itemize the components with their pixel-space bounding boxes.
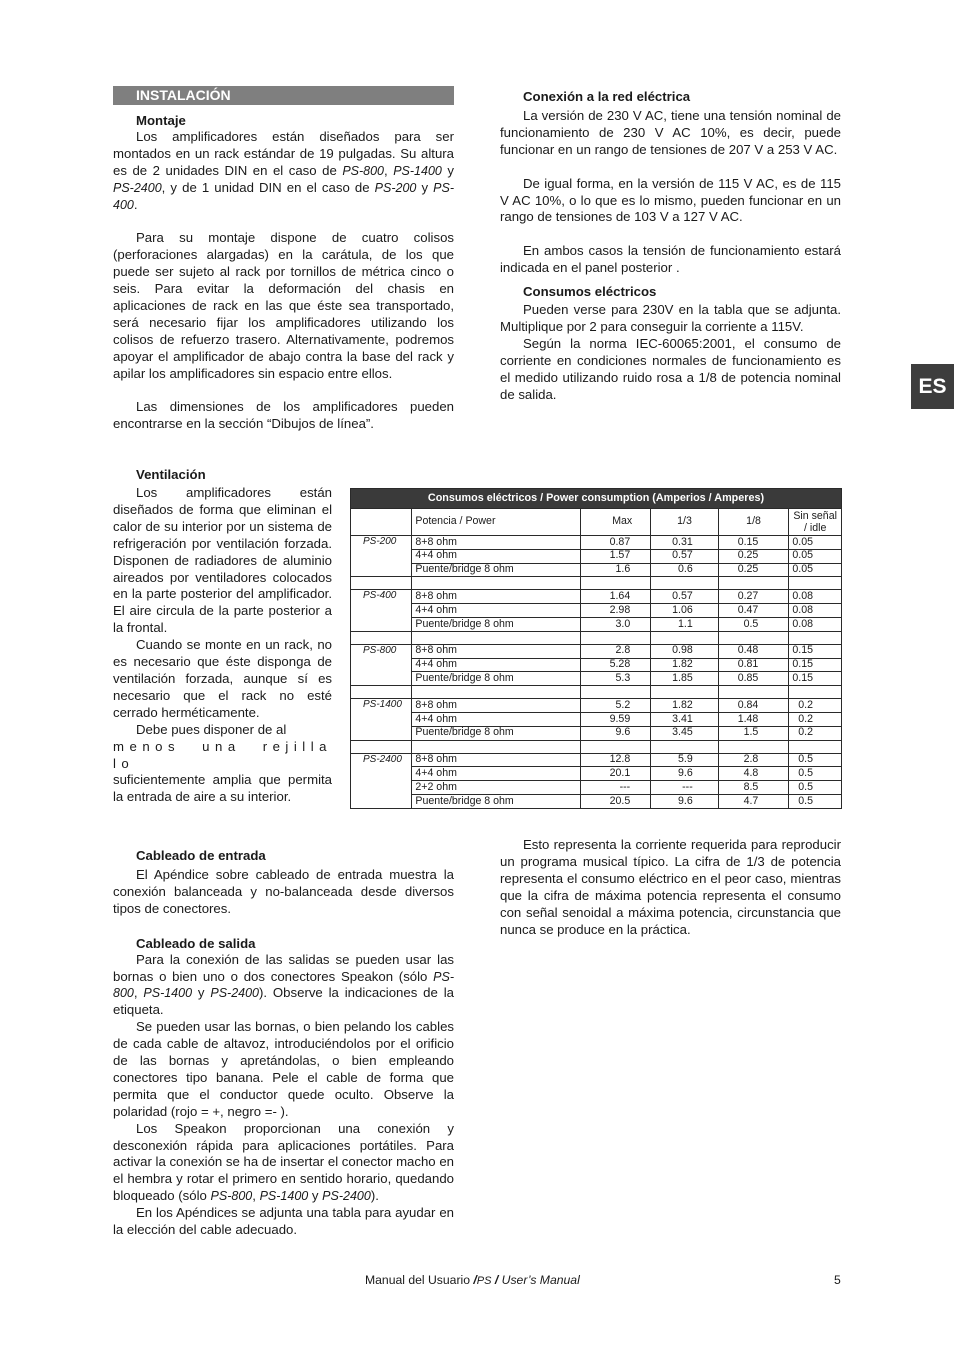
value-cell: 0.81: [718, 658, 789, 672]
value-cell: 20.1: [580, 767, 650, 781]
value-cell: 9.6: [651, 794, 719, 808]
value-cell: 2.8: [580, 644, 650, 658]
table-row: [351, 604, 842, 618]
table-title: Consumos eléctricos / Power consumption (Amperios / Amperes): [351, 489, 842, 509]
value-cell: 0.15: [718, 536, 789, 550]
column-header: 1/8: [718, 509, 789, 536]
consumos-paragraph-2: Según la norma IEC-60065:2001, el consumo de corriente en condiciones normales de funcionamiento es el medido utilizando ruido rosa a 1/8 de potencia nominal de salida.: [500, 335, 841, 402]
value-cell: 0.5: [789, 767, 842, 781]
header-empty-cell: [351, 509, 412, 536]
montaje-paragraph-2: Para su montaje dispone de cuatro colisos (perforaciones alargadas) en la carátula, de los que puede ser sujeto al rack por tornillos de métrica cinco o seis. Para evitar la deformación del chasis en aplicaciones de rack en las que éste sea transportado, será necesario fijar los amplificadores utilizando los colisos de refuerzo trasero. Alternativamente, podremos apoyar el amplificador de abajo contra la base del rack y apilar los amplificadores sin espacio entre ellos.: [113, 230, 454, 381]
value-cell: 0.15: [789, 644, 842, 658]
table-row: [351, 536, 842, 550]
value-cell: 0.2: [789, 726, 842, 740]
value-cell: 8.5: [718, 781, 789, 795]
power-config-cell: Puente/bridge 8 ohm: [412, 563, 581, 577]
value-cell: 4.7: [718, 794, 789, 808]
entrada-heading: Cableado de entrada: [136, 848, 266, 863]
value-cell: 1.85: [651, 672, 719, 686]
consumos-heading: Consumos eléctricos: [523, 284, 657, 300]
table-header-row: [351, 509, 842, 536]
value-cell: 0.08: [789, 617, 842, 631]
ventilation-heading: Ventilación: [136, 467, 206, 482]
power-config-cell: Puente/bridge 8 ohm: [412, 617, 581, 631]
red-electrica-heading: Conexión a la red eléctrica: [523, 89, 691, 104]
model-cell: PS-800: [351, 644, 412, 685]
red-paragraph-3: En ambos casos la tensión de funcionamiento estará indicada en el panel posterior .: [500, 243, 841, 276]
model-cell: PS-1400: [351, 699, 412, 740]
value-cell: 0.5: [718, 617, 789, 631]
table-spacer-row: [351, 577, 842, 590]
table-spacer-row: [351, 686, 842, 699]
spacer-cell: [789, 740, 842, 753]
column-header: 1/3: [651, 509, 719, 536]
power-config-cell: 8+8 ohm: [412, 699, 581, 713]
value-cell: 0.5: [789, 753, 842, 767]
table-spacer-row: [351, 631, 842, 644]
value-cell: 1.48: [718, 712, 789, 726]
value-cell: 3.41: [651, 712, 719, 726]
spacer-cell: [718, 631, 789, 644]
spacer-cell: [412, 740, 581, 753]
consumos-paragraph-1: Pueden verse para 230V en la tabla que se adjunta. Multiplique por 2 para conseguir la corriente a 115V.: [500, 302, 841, 334]
value-cell: 0.84: [718, 699, 789, 713]
table-spacer-row: [351, 740, 842, 753]
column-header: Sin señal / idle: [789, 509, 842, 536]
value-cell: ---: [580, 781, 650, 795]
value-cell: 9.6: [651, 767, 719, 781]
table-row: [351, 590, 842, 604]
language-tab: ES: [911, 364, 954, 409]
column-header: Potencia / Power: [412, 509, 581, 536]
power-config-cell: 2+2 ohm: [412, 781, 581, 795]
spacer-cell: [651, 631, 719, 644]
table-row: [351, 644, 842, 658]
value-cell: 1.82: [651, 699, 719, 713]
table-row: [351, 794, 842, 808]
power-config-cell: 8+8 ohm: [412, 590, 581, 604]
ventilation-paragraph-2: Cuando se monte en un rack, no es necesario que éste disponga de ventilación forzada, aunque sí es necesario que el rack no esté cerrado herméticamente.: [113, 637, 332, 720]
table-explanation: [500, 837, 841, 938]
spacer-cell: [789, 686, 842, 699]
table-row: [351, 781, 842, 795]
spacer-cell: [412, 686, 581, 699]
table-row: [351, 726, 842, 740]
value-cell: 5.28: [580, 658, 650, 672]
salida-heading: Cableado de salida: [136, 935, 256, 951]
value-cell: 0.05: [789, 536, 842, 550]
spacer-cell: [580, 740, 650, 753]
entrada-paragraph: El Apéndice sobre cableado de entrada muestra la conexión balanceada y no-balanceada desde diversos tipos de conectores.: [113, 867, 454, 916]
power-config-cell: Puente/bridge 8 ohm: [412, 672, 581, 686]
table-row: [351, 753, 842, 767]
value-cell: 0.87: [580, 536, 650, 550]
right-column: [500, 88, 841, 403]
spacer-cell: [351, 740, 412, 753]
table-row: [351, 767, 842, 781]
spacer-cell: [651, 577, 719, 590]
value-cell: 1.64: [580, 590, 650, 604]
ventilation-paragraph-3: Debe pues disponer de al menos una rejilla lo suficientemente amplia que permita la entrada de aire a su interior.: [113, 721, 332, 805]
power-config-cell: 8+8 ohm: [412, 536, 581, 550]
montaje-paragraph-3: Las dimensiones de los amplificadores pueden encontrarse en la sección “Dibujos de línea”.: [113, 399, 454, 432]
model-cell: PS-200: [351, 536, 412, 577]
spacer-cell: [580, 686, 650, 699]
spacer-cell: [412, 577, 581, 590]
spacer-cell: [351, 577, 412, 590]
salida-paragraph-1: Para la conexión de las salidas se pueden usar las bornas o bien uno o dos conectores Speakon (sólo PS-800, PS-1400 y PS-2400). Observe la indicaciones de la etiqueta.: [113, 951, 454, 1018]
value-cell: 20.5: [580, 794, 650, 808]
value-cell: 0.25: [718, 549, 789, 563]
spacer-cell: [718, 740, 789, 753]
value-cell: 0.05: [789, 563, 842, 577]
table-row: [351, 549, 842, 563]
power-config-cell: 4+4 ohm: [412, 712, 581, 726]
value-cell: 0.25: [718, 563, 789, 577]
value-cell: 5.2: [580, 699, 650, 713]
spacer-cell: [789, 631, 842, 644]
value-cell: 0.5: [789, 794, 842, 808]
value-cell: 9.6: [580, 726, 650, 740]
value-cell: 1.6: [580, 563, 650, 577]
value-cell: 0.5: [789, 781, 842, 795]
montaje-paragraph-1: Los amplificadores están diseñados para ser montados en un rack estándar de 19 pulgadas. Su altura es de 2 unidades DIN en el caso de PS-800, PS-1400 y PS-2400, y de 1 unidad DIN en el caso de PS-200 y PS-400.: [113, 129, 455, 212]
power-config-cell: 4+4 ohm: [412, 767, 581, 781]
table-row: [351, 563, 842, 577]
value-cell: 0.98: [651, 644, 719, 658]
power-config-cell: 8+8 ohm: [412, 753, 581, 767]
montaje-heading: Montaje: [136, 113, 186, 128]
value-cell: 0.57: [651, 590, 719, 604]
model-cell: PS-400: [351, 590, 412, 631]
value-cell: 1.5: [718, 726, 789, 740]
value-cell: 0.85: [718, 672, 789, 686]
spacer-cell: [351, 631, 412, 644]
spacer-cell: [580, 577, 650, 590]
value-cell: 0.2: [789, 712, 842, 726]
value-cell: ---: [651, 781, 719, 795]
value-cell: 1.1: [651, 617, 719, 631]
cabling-section: [113, 847, 454, 1239]
value-cell: 5.9: [651, 753, 719, 767]
red-paragraph-2: De igual forma, en la versión de 115 V AC, es de 115 V AC 10%, o lo que es lo mismo, pueden funcionar en un rango de tensiones de 103 V a 127 V AC.: [500, 175, 841, 225]
table-row: [351, 699, 842, 713]
section-title: INSTALACIÓN: [113, 86, 454, 105]
value-cell: 3.45: [651, 726, 719, 740]
table-row: [351, 712, 842, 726]
power-config-cell: 8+8 ohm: [412, 644, 581, 658]
value-cell: 0.57: [651, 549, 719, 563]
page-number: 5: [834, 1273, 841, 1287]
value-cell: 0.27: [718, 590, 789, 604]
spacer-cell: [651, 740, 719, 753]
spacer-cell: [718, 577, 789, 590]
table-row: [351, 617, 842, 631]
value-cell: 2.98: [580, 604, 650, 618]
value-cell: 0.47: [718, 604, 789, 618]
value-cell: 1.57: [580, 549, 650, 563]
power-consumption-table: [350, 488, 842, 809]
value-cell: 0.08: [789, 590, 842, 604]
ventilation-paragraph-1: Los amplificadores están diseñados de forma que eliminan el calor de su interior por un sistema de refrigeración por ventilación forzada. Disponen de radiadores de aluminio aireados por ventiladores colocados en la parte posterior del amplificador. El aire circula de la parte posterior a la frontal.: [113, 485, 332, 636]
spacer-cell: [718, 686, 789, 699]
left-column: [113, 86, 454, 433]
value-cell: 4.8: [718, 767, 789, 781]
spacer-cell: [580, 631, 650, 644]
salida-paragraph-2: Se pueden usar las bornas, o bien pelando los cables de cada cable de altavoz, introduciéndolos por el orificio de las bornas y apretándolas, o bien empleando conectores tipo banana. Pele el cable de forma que permita que el conductor quede oculto. Observe la polaridad (rojo = +, negro =- ).: [113, 1019, 454, 1119]
ventilation-section: [113, 466, 332, 806]
salida-paragraph-3: Los Speakon proporcionan una conexión y desconexión rápida para aplicaciones portátiles. Para activar la conexión se ha de insertar el conector macho en el hembra y rotar el primero en sentido horario, quedando bloqueado (sólo PS-800, PS-1400 y PS-2400).: [113, 1120, 454, 1204]
spacer-cell: [651, 686, 719, 699]
power-config-cell: Puente/bridge 8 ohm: [412, 794, 581, 808]
spacer-cell: [351, 686, 412, 699]
power-config-cell: 4+4 ohm: [412, 549, 581, 563]
value-cell: 0.6: [651, 563, 719, 577]
value-cell: 1.06: [651, 604, 719, 618]
model-cell: PS-2400: [351, 753, 412, 808]
value-cell: 1.82: [651, 658, 719, 672]
footer-title: Manual del Usuario /PS / User’s Manual: [365, 1273, 580, 1287]
power-config-cell: Puente/bridge 8 ohm: [412, 726, 581, 740]
spacer-cell: [789, 577, 842, 590]
salida-paragraph-4: En los Apéndices se adjunta una tabla para ayudar en la elección del cable adecuado.: [113, 1205, 454, 1238]
value-cell: 12.8: [580, 753, 650, 767]
value-cell: 5.3: [580, 672, 650, 686]
value-cell: 0.15: [789, 658, 842, 672]
value-cell: 0.08: [789, 604, 842, 618]
red-paragraph-1: La versión de 230 V AC, tiene una tensión nominal de funcionamiento de 230 V AC 10%, es decir, puede funcionar en un rango de tensiones de 207 V a 253 V AC.: [500, 108, 841, 157]
table-row: [351, 658, 842, 672]
value-cell: 0.05: [789, 549, 842, 563]
value-cell: 0.15: [789, 672, 842, 686]
value-cell: 2.8: [718, 753, 789, 767]
spacer-cell: [412, 631, 581, 644]
value-cell: 9.59: [580, 712, 650, 726]
value-cell: 0.48: [718, 644, 789, 658]
table-row: [351, 672, 842, 686]
explanation-paragraph: Esto representa la corriente requerida para reproducir un programa musical típico. La cifra de 1/3 de potencia representa el consumo eléctrico en el peor caso, mientras que la cifra de máxima potencia representa el consumo con señal senoidal a máxima potencia, circunstancia que nunca se produce en la práctica.: [500, 837, 841, 937]
column-header: Max: [580, 509, 650, 536]
value-cell: 0.31: [651, 536, 719, 550]
value-cell: 3.0: [580, 617, 650, 631]
power-config-cell: 4+4 ohm: [412, 604, 581, 618]
power-config-cell: 4+4 ohm: [412, 658, 581, 672]
value-cell: 0.2: [789, 699, 842, 713]
